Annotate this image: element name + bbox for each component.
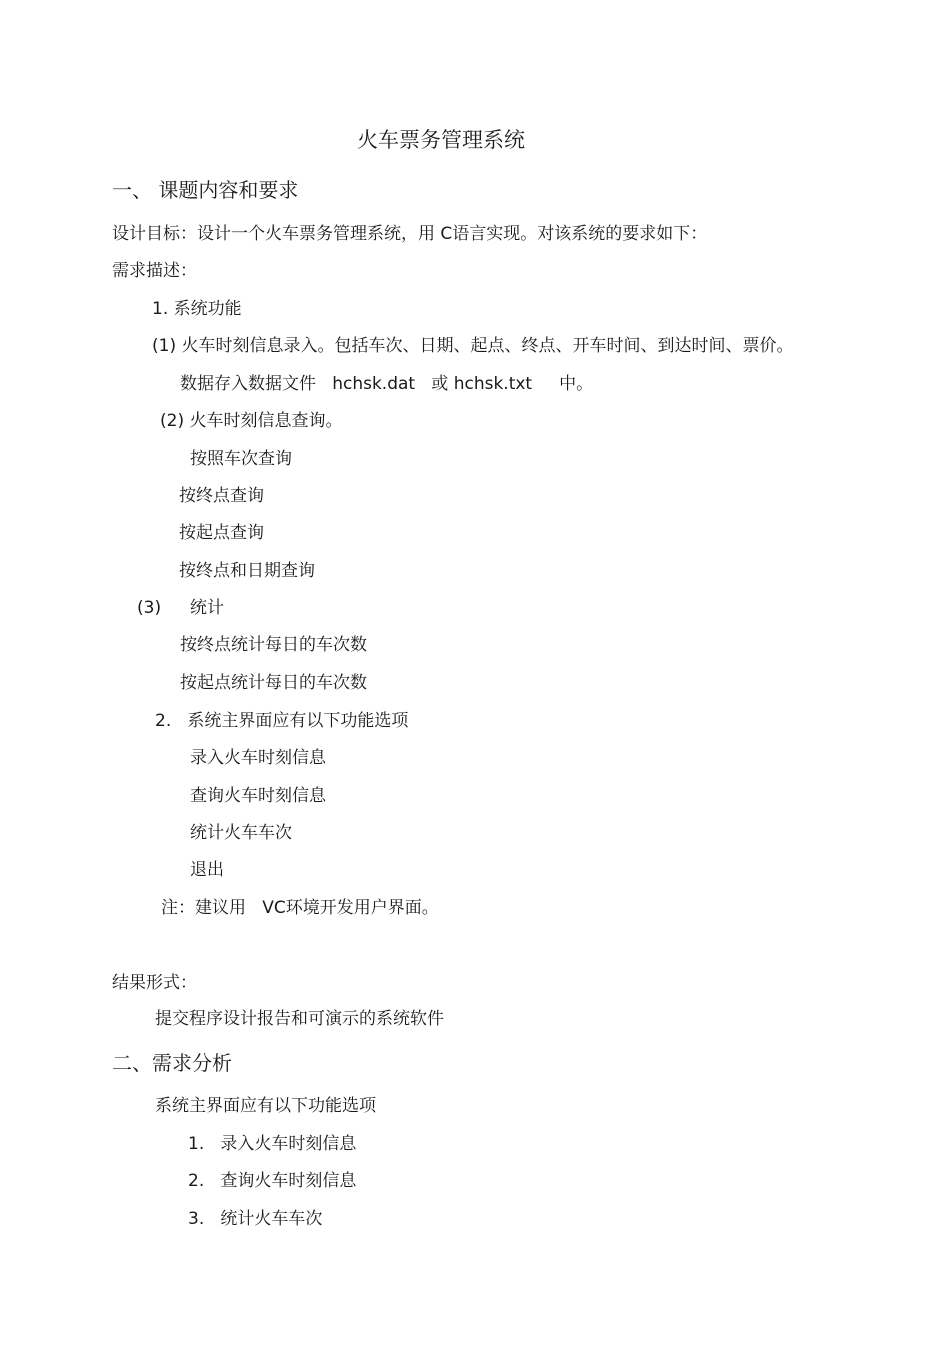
document-title: 火车票务管理系统 — [357, 128, 525, 152]
menu-item-exit: 退出 — [190, 860, 224, 880]
query-by-destination-date: 按终点和日期查询 — [179, 561, 315, 581]
section2-item-3: 3. 统计火车车次 — [188, 1209, 323, 1229]
section2-item-1: 1. 录入火车时刻信息 — [188, 1134, 357, 1154]
item2-title: (2) 火车时刻信息查询。 — [160, 411, 343, 431]
section2-item-2: 2. 查询火车时刻信息 — [188, 1171, 357, 1191]
menu-item-query: 查询火车时刻信息 — [190, 786, 326, 806]
system-function-title: 1. 系统功能 — [152, 299, 242, 319]
result-text: 提交程序设计报告和可演示的系统软件 — [155, 1009, 444, 1029]
item3-number: (3) — [137, 598, 162, 618]
note-text: 注：建议用 VC环境开发用户界面。 — [161, 898, 439, 918]
design-goal-text: 设计目标：设计一个火车票务管理系统，用 C语言实现。对该系统的要求如下： — [112, 224, 708, 244]
query-by-train: 按照车次查询 — [190, 449, 292, 469]
section2-intro: 系统主界面应有以下功能选项 — [155, 1096, 376, 1116]
result-label: 结果形式： — [112, 973, 197, 993]
item3-label: 统计 — [190, 598, 224, 618]
query-by-destination: 按终点查询 — [179, 486, 264, 506]
item1-line2: 数据存入数据文件 hchsk.dat 或 hchsk.txt 中。 — [180, 374, 594, 394]
menu-item-input: 录入火车时刻信息 — [190, 748, 326, 768]
requirement-label: 需求描述： — [112, 261, 197, 281]
query-by-origin: 按起点查询 — [179, 523, 264, 543]
stat-by-origin: 按起点统计每日的车次数 — [180, 673, 367, 693]
stat-by-destination: 按终点统计每日的车次数 — [180, 635, 367, 655]
item1-line1: (1) 火车时刻信息录入。包括车次、日期、起点、终点、开车时间、到达时间、票价。 — [152, 336, 794, 356]
section2-heading: 二、需求分析 — [112, 1051, 232, 1075]
section1-heading: 一、 课题内容和要求 — [112, 178, 299, 202]
main-menu-title: 2. 系统主界面应有以下功能选项 — [155, 711, 409, 731]
menu-item-stat: 统计火车车次 — [190, 823, 292, 843]
